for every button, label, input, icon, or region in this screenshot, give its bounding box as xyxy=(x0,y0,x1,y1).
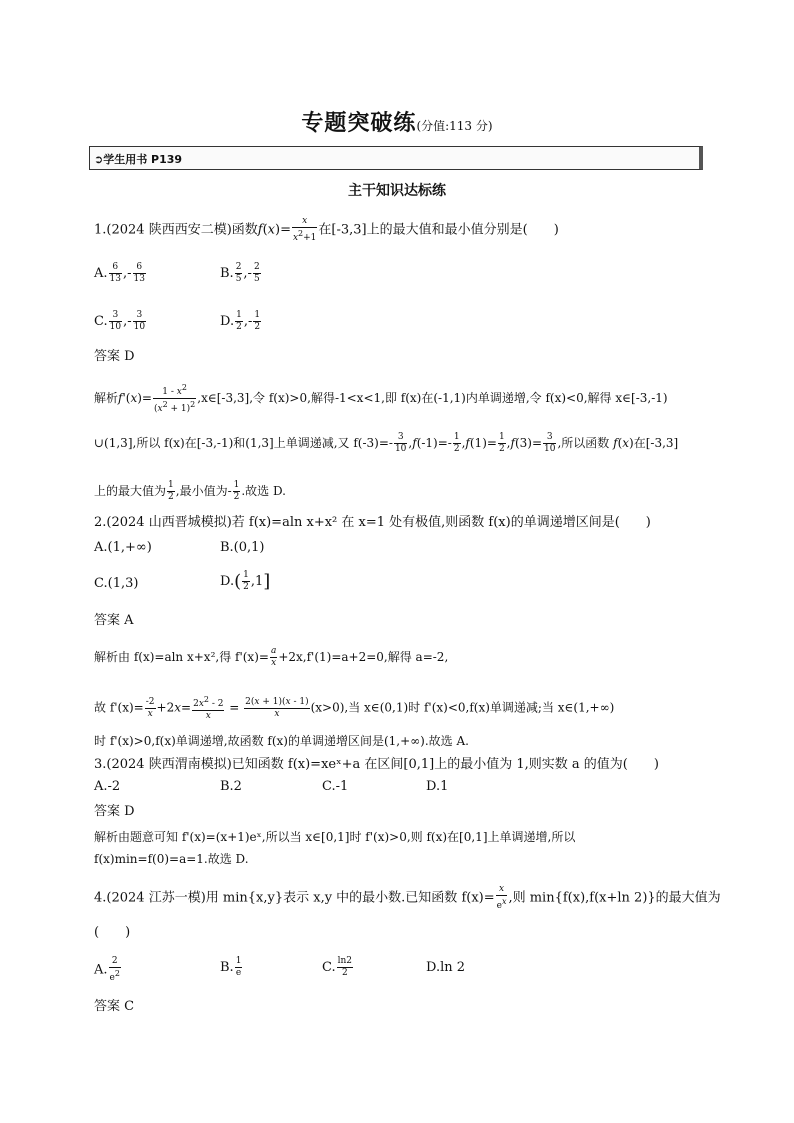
q1-stem: 1.(2024 陕西西安二模)函数f(x)= $\frac{x}{x^2+1}$ 在[-3,3]上的最大值和最小值分别是( ) xyxy=(94,216,559,243)
q3-explanation-line1: 解析由题意可知 f'(x)=(x+1)eˣ,所以当 x∈[0,1]时 f'(x)>0,则 f(x)在[0,1]上单调递增,所以 xyxy=(94,830,576,844)
q3-option-d: D.1 xyxy=(426,779,449,794)
title-main: 专题突破练 xyxy=(301,111,417,136)
q4-answer: 答案 C xyxy=(94,999,135,1014)
section-heading: 主干知识达标练 xyxy=(348,183,446,199)
q4-option-b: B. $\frac{1}{e}$ xyxy=(220,956,242,978)
q3-explanation-line2: f(x)min=f(0)=a=1.故选 D. xyxy=(94,852,249,866)
q1-answer: 答案 D xyxy=(94,349,135,364)
q1-option-a: A. $\frac{6}{13}$ ,- $\frac{6}{13}$ xyxy=(94,262,145,284)
q2-answer: 答案 A xyxy=(94,613,134,628)
page-title xyxy=(0,106,794,137)
q4-stem: 4.(2024 江苏一模)用 min{x,y}表示 x,y 中的最小数.已知函数 f(x)= $\frac{x}{e^x}$ ,则 min{f(x),f(x+ln 2)}的最大值为 xyxy=(94,884,721,911)
q4-option-d: D.ln 2 xyxy=(426,960,466,975)
q1-explanation-line1: 解析f'(x)= $\frac{1 - x^2}{(x^2 + 1)^2}$ ,x∈[-3,3],令 f(x)>0,解得-1<x<1,即 f(x)在(-1,1)内单调递增,令 f(x)<0,解得 x∈[-3,-1) xyxy=(94,383,668,414)
q4-option-a: A. $\frac{2}{e^2}$ xyxy=(94,956,120,983)
q3-option-b: B.2 xyxy=(220,779,242,794)
q2-stem: 2.(2024 山西晋城模拟)若 f(x)=aln x+x² 在 x=1 处有极值,则函数 f(x)的单调递增区间是( ) xyxy=(94,515,651,530)
q2-explanation-line1: 解析由 f(x)=aln x+x²,得 f'(x)= $\frac{a}{x}$ +2x,f'(1)=a+2=0,解得 a=-2, xyxy=(94,646,449,668)
q3-option-a: A.-2 xyxy=(94,779,121,794)
q2-option-d: D.( $\frac{1}{2}$ ,1] xyxy=(220,570,271,592)
q3-option-c: C.-1 xyxy=(322,779,349,794)
q2-option-a: A.(1,+∞) xyxy=(94,540,152,555)
q2-option-b: B.(0,1) xyxy=(220,540,265,555)
q2-option-c: C.(1,3) xyxy=(94,576,139,591)
q1-option-d: D. $\frac{1}{2}$ ,- $\frac{1}{2}$ xyxy=(220,310,261,332)
q2-explanation-line3: 时 f'(x)>0,f(x)单调递增,故函数 f(x)的单调递增区间是(1,+∞).故选 A. xyxy=(94,734,469,748)
q2-explanation-line2: 故 f'(x)= $\frac{-2}{x}$ +2x= $\frac{2x^2 - 2}{x}$ = $\frac{2(x + 1)(x - 1)}{x}$ (x>0),当 x∈(0,1)时 f'(x)<0,f(x)单调递减;当 x∈(1,+∞) xyxy=(94,695,615,721)
q1-option-b: B. $\frac{2}{5}$ ,- $\frac{2}{5}$ xyxy=(220,262,260,284)
student-book-banner xyxy=(89,146,703,170)
q1-explanation-line3: 上的最大值为 $\frac{1}{2}$ ,最小值为- $\frac{1}{2}$ .故选 D. xyxy=(94,480,286,502)
q4-paren: ( ) xyxy=(94,925,131,940)
q4-option-c: C. $\frac{\ln 2}{2}$ xyxy=(322,956,353,978)
q1-option-c: C. $\frac{3}{10}$ ,- $\frac{3}{10}$ xyxy=(94,310,146,332)
banner-label: ➲学生用书 P139 xyxy=(94,153,183,166)
q1-explanation-line2: ∪(1,3],所以 f(x)在[-3,-1)和(1,3]上单调递减,又 f(-3)=- $\frac{3}{10}$ ,f(-1)=- $\frac{1}{2}$ ,f(1)= $\frac{1}{2}$ ,f(3)= $\frac{3}{10}$ ,所以函数 f(x)在[-3,3] xyxy=(94,432,679,454)
q1-fraction: $\frac{x}{x^2+1}$ xyxy=(292,216,317,243)
title-score: (分值:113 分) xyxy=(416,119,493,133)
q3-answer: 答案 D xyxy=(94,804,135,819)
q3-stem: 3.(2024 陕西渭南模拟)已知函数 f(x)=xeˣ+a 在区间[0,1]上的最小值为 1,则实数 a 的值为( ) xyxy=(94,757,659,772)
